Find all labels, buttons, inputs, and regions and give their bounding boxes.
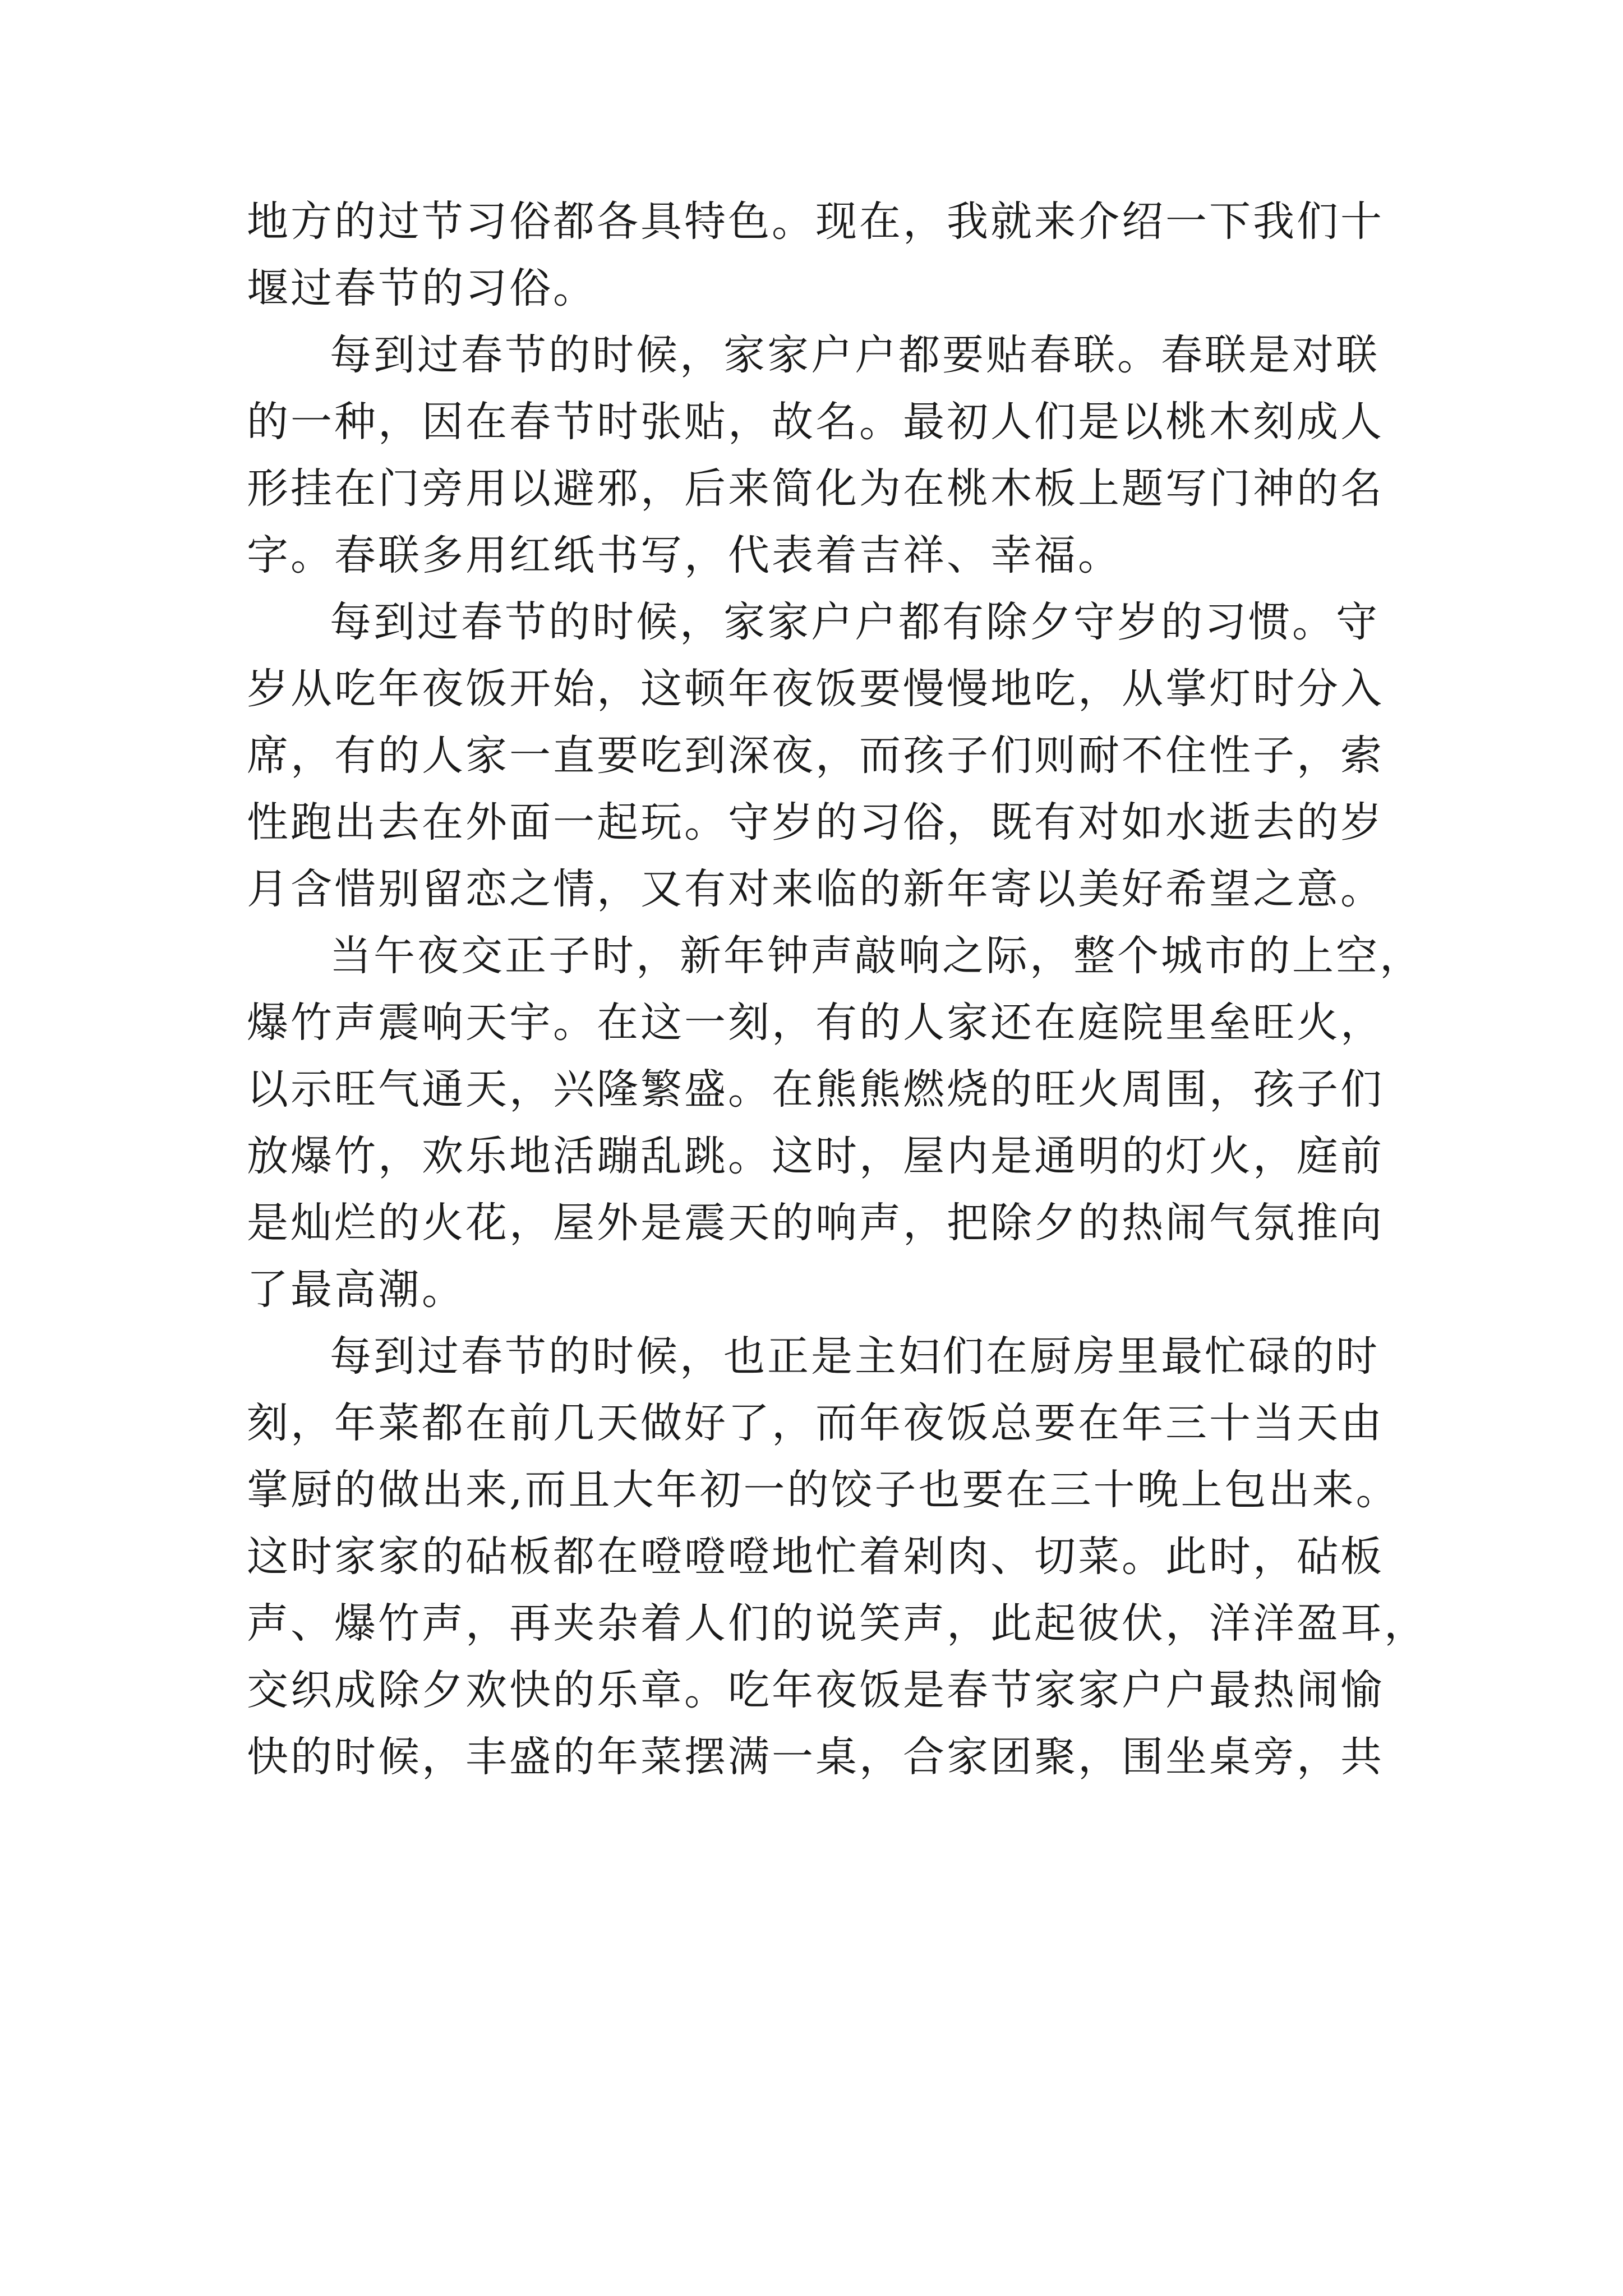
text-line: 字。春联多用红纸书写，代表着吉祥、幸福。	[247, 531, 1122, 579]
text-line: 爆竹声震响天宇。在这一刻，有的人家还在庭院里垒旺火，	[247, 999, 1384, 1047]
text-line: 地方的过节习俗都各具特色。现在，我就来介绍一下我们十	[247, 197, 1384, 246]
text-line: 放爆竹，欢乐地活蹦乱跳。这时，屋内是通明的灯火，庭前	[247, 1132, 1384, 1180]
paragraph-first-line: 当午夜交正子时，新年钟声敲响之际，整个城市的上空，	[330, 932, 1423, 980]
document-body	[247, 188, 1428, 1791]
text-line: 这时家家的砧板都在噔噔噔地忙着剁肉、切菜。此时，砧板	[247, 1533, 1384, 1581]
text-line: 是灿烂的火花，屋外是震天的响声，把除夕的热闹气氛推向	[247, 1199, 1384, 1247]
text-line: 形挂在门旁用以避邪，后来简化为在桃木板上题写门神的名	[247, 464, 1384, 513]
text-line: 掌厨的做出来,而且大年初一的饺子也要在三十晚上包出来。	[247, 1466, 1400, 1514]
text-line: 性跑出去在外面一起玩。守岁的习俗，既有对如水逝去的岁	[247, 798, 1384, 846]
text-line: 的一种，因在春节时张贴，故名。最初人们是以桃木刻成人	[247, 398, 1384, 446]
paragraph-first-line: 每到过春节的时候，家家户户都有除夕守岁的习惯。守	[330, 598, 1380, 646]
paragraph-first-line: 每到过春节的时候，家家户户都要贴春联。春联是对联	[330, 331, 1380, 379]
text-line: 快的时候，丰盛的年菜摆满一桌，合家团聚，围坐桌旁，共	[247, 1733, 1384, 1781]
text-line: 了最高潮。	[247, 1266, 465, 1314]
text-line: 堰过春节的习俗。	[247, 264, 597, 312]
text-line: 月含惜别留恋之情，又有对来临的新年寄以美好希望之意。	[247, 865, 1384, 913]
text-line: 刻，年菜都在前几天做好了，而年夜饭总要在年三十当天由	[247, 1399, 1384, 1447]
paragraph-first-line: 每到过春节的时候，也正是主妇们在厨房里最忙碌的时	[330, 1332, 1380, 1381]
text-line: 岁从吃年夜饭开始，这顿年夜饭要慢慢地吃，从掌灯时分入	[247, 665, 1384, 713]
text-line: 声、爆竹声，再夹杂着人们的说笑声，此起彼伏，洋洋盈耳，	[247, 1599, 1428, 1648]
text-line: 以示旺气通天，兴隆繁盛。在熊熊燃烧的旺火周围，孩子们	[247, 1065, 1384, 1114]
text-line: 席，有的人家一直要吃到深夜，而孩子们则耐不住性子，索	[247, 731, 1384, 780]
text-line: 交织成除夕欢快的乐章。吃年夜饭是春节家家户户最热闹愉	[247, 1666, 1384, 1714]
